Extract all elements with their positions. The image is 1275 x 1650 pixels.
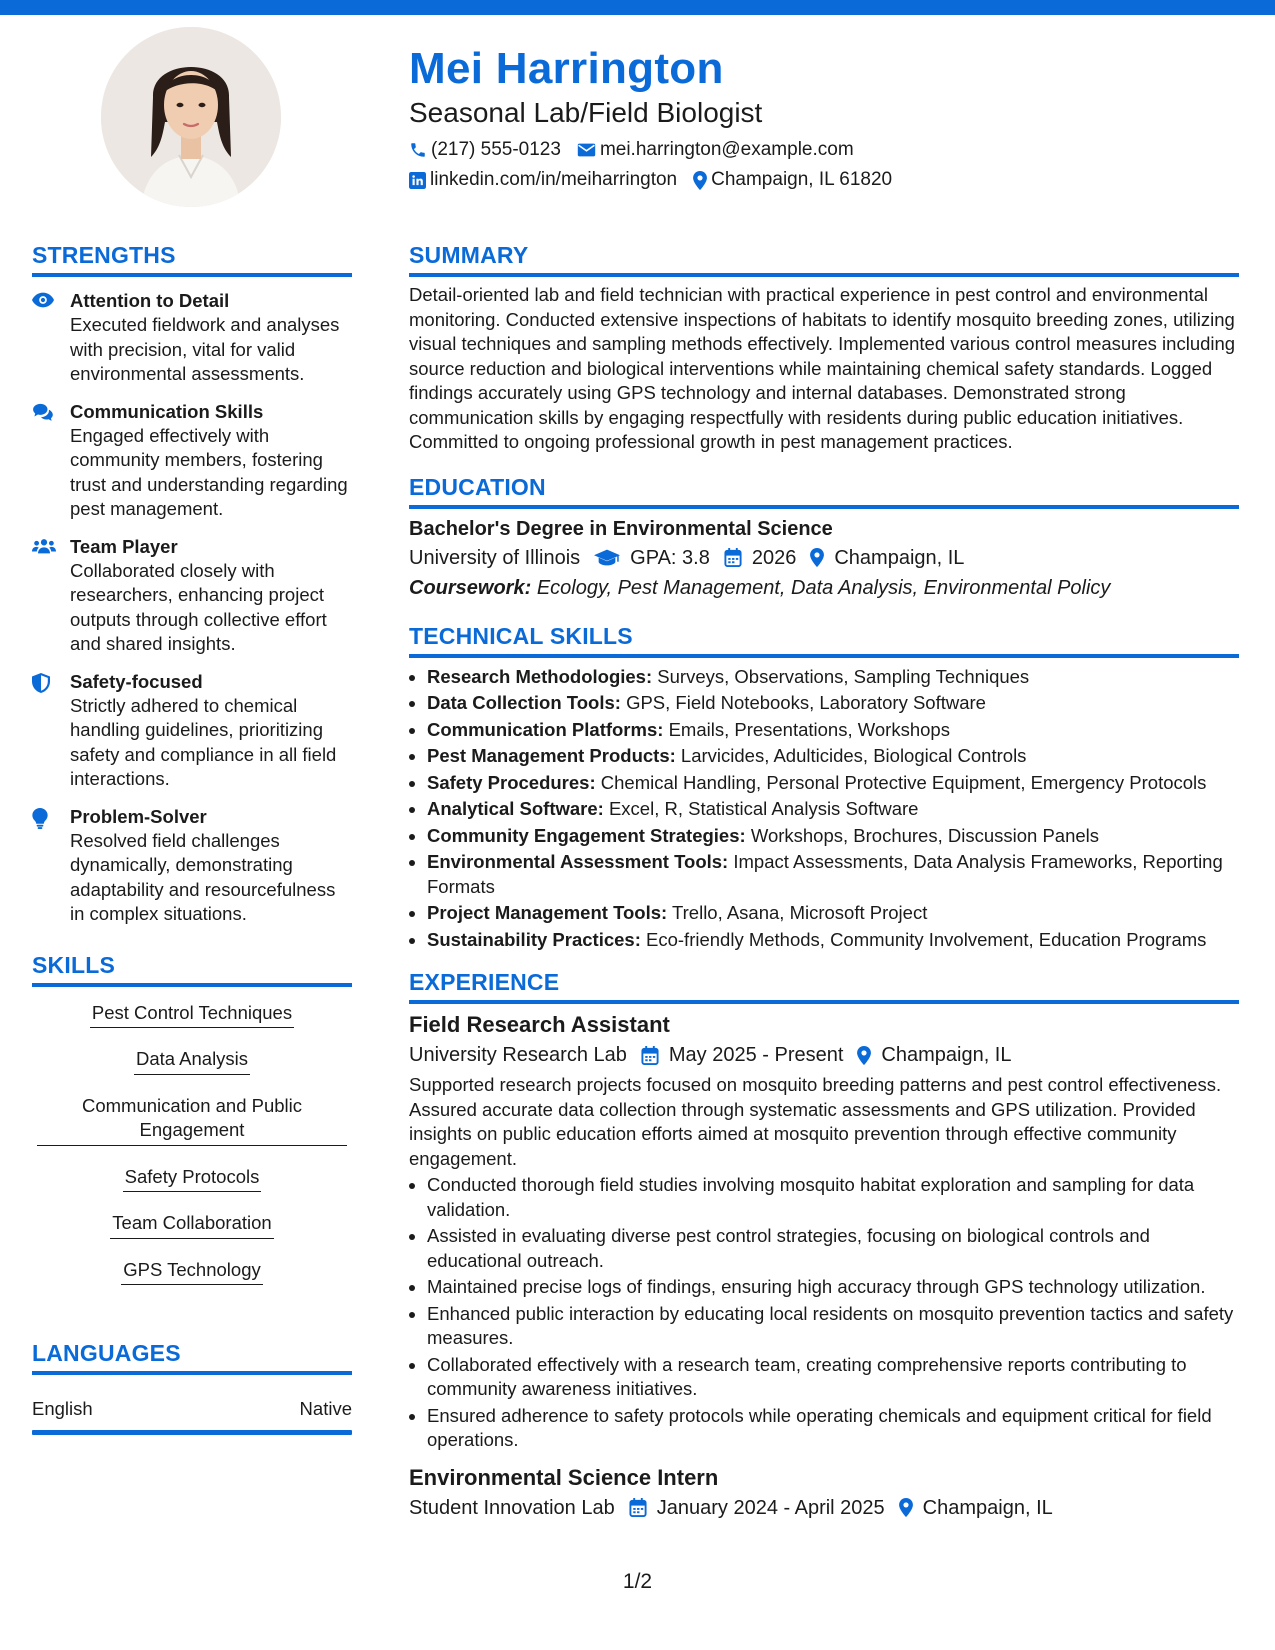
tech-skill-item [427, 718, 1239, 743]
strength-description: Engaged effectively with community members, fostering trust and understanding regarding pest management. [70, 424, 348, 519]
strength-title: Problem-Solver [70, 805, 207, 827]
technical-skills-heading: TECHNICAL SKILLS [409, 622, 633, 649]
coursework-label: Coursework: [409, 576, 532, 599]
year-text: 2026 [751, 546, 797, 569]
strengths-heading: STRENGTHS [32, 242, 176, 268]
strength-title: Safety-focused [70, 670, 203, 692]
job-bullet: • Maintained precise logs of findings, ensuring high accuracy through GPS technology utilization. [427, 1275, 1239, 1300]
tech-skill-label: Environmental Assessment Tools: [427, 851, 729, 872]
skills-list [32, 1001, 352, 1305]
map-pin-icon [899, 1498, 913, 1517]
strength-item [32, 535, 352, 657]
coursework-line [409, 573, 1239, 603]
page-number: 1/2 [622, 1570, 653, 1593]
strength-title: Attention to Detail [70, 290, 230, 311]
tech-skill-value: Eco-friendly Methods, Community Involvement, Education Programs [646, 928, 1207, 950]
language-level-bar [32, 1430, 352, 1435]
tech-skill-label: Community Engagement Strategies: [427, 824, 746, 846]
job-meta [409, 1493, 1239, 1523]
strength-item [32, 670, 352, 792]
job-title: Environmental Science Intern [409, 1464, 719, 1490]
strength-item [32, 289, 352, 387]
school-name: University of Illinois [409, 546, 581, 569]
email-text: mei.harrington@example.com [599, 139, 854, 160]
graduation-cap-icon [594, 549, 620, 567]
map-pin-icon [857, 1046, 871, 1065]
tech-skill-item [427, 901, 1239, 926]
degree-title: Bachelor's Degree in Environmental Science [409, 517, 833, 540]
job-entry [409, 1010, 1239, 1453]
skill-tag: Pest Control Techniques [90, 1001, 294, 1029]
job-title: Field Research Assistant [409, 1012, 670, 1037]
technical-skills-list [409, 665, 1239, 953]
tech-skill-label: Safety Procedures: [427, 771, 596, 793]
section-divider [409, 273, 1239, 277]
languages-heading: LANGUAGES [32, 1340, 181, 1366]
lightbulb-icon [32, 808, 48, 829]
tech-skill-item [427, 691, 1239, 716]
education-location [810, 543, 964, 573]
tech-skill-value: Surveys, Observations, Sampling Techniques [657, 665, 1030, 687]
tech-skill-label: Analytical Software: [427, 798, 604, 819]
linkedin-text: linkedin.com/in/meiharrington [430, 169, 678, 190]
tech-skill-item [427, 744, 1239, 769]
education-gpa [594, 543, 710, 573]
strength-description: Resolved field challenges dynamically, demonstrating adaptability and resourcefulness in complex situations. [70, 829, 336, 924]
left-column [32, 240, 352, 1435]
job-bullet: • Ensured adherence to safety protocols while operating chemicals and equipment critical for field operations. [427, 1404, 1239, 1453]
experience-section [409, 967, 1239, 1523]
profile-photo [101, 27, 281, 207]
job-location-text: Champaign, IL [881, 1044, 1012, 1066]
phone-text: (217) 555-0123 [431, 139, 561, 160]
contact-email[interactable] [577, 137, 854, 163]
tech-skill-label: Sustainability Practices: [427, 928, 641, 950]
technical-skills-section [409, 621, 1239, 953]
languages-section [32, 1338, 352, 1435]
strength-title: Team Player [70, 535, 178, 557]
skill-tag: Safety Protocols [123, 1165, 262, 1193]
tech-skill-item [427, 824, 1239, 849]
tech-skill-item [427, 850, 1239, 899]
job-dates-text: May 2025 - Present [668, 1044, 844, 1066]
job-dates-text: January 2024 - April 2025 [656, 1496, 885, 1519]
tech-skill-value: GPS, Field Notebooks, Laboratory Software [626, 692, 986, 713]
resume-header [409, 40, 1229, 193]
skill-tag: GPS Technology [121, 1258, 262, 1286]
gpa-text: GPA: 3.8 [630, 546, 710, 569]
calendar-icon [724, 548, 742, 567]
tech-skill-label: Pest Management Products: [427, 745, 676, 766]
comments-icon [32, 403, 54, 421]
tech-skill-item [427, 665, 1239, 690]
tech-skill-value: Chemical Handling, Personal Protective Equipment, Emergency Protocols [600, 771, 1207, 793]
tech-skill-label: Research Methodologies: [427, 665, 653, 687]
education-year [724, 543, 797, 573]
tech-skill-value: Workshops, Brochures, Discussion Panels [750, 824, 1100, 846]
section-divider [32, 273, 352, 277]
job-bullet: • Assisted in evaluating diverse pest control strategies, focusing on biological controls and educational outreach. [427, 1224, 1239, 1273]
section-divider [32, 1371, 352, 1375]
summary-heading: SUMMARY [409, 242, 529, 268]
language-name: English [32, 1398, 93, 1419]
map-pin-icon [810, 548, 824, 567]
tech-skill-item [427, 928, 1239, 953]
linkedin-icon [409, 172, 426, 189]
tech-skill-label: Data Collection Tools: [427, 692, 621, 713]
section-divider [409, 1000, 1239, 1004]
top-accent-bar [0, 0, 1275, 15]
candidate-title: Seasonal Lab/Field Biologist [409, 97, 763, 128]
tech-skill-value: Impact Assessments, Data Analysis Frameworks, Reporting Formats [427, 851, 1223, 897]
skills-heading: SKILLS [32, 951, 115, 978]
skill-tag: Data Analysis [134, 1047, 250, 1075]
candidate-name: Mei Harrington [409, 44, 724, 93]
calendar-icon [629, 1498, 647, 1517]
strengths-section [32, 240, 352, 927]
strength-title: Communication Skills [70, 400, 264, 422]
job-location-text: Champaign, IL [922, 1496, 1053, 1519]
edu-location-text: Champaign, IL [834, 546, 965, 569]
job-org: Student Innovation Lab [409, 1496, 615, 1519]
section-divider [409, 505, 1239, 509]
experience-heading: EXPERIENCE [409, 969, 560, 995]
location-text: Champaign, IL 61820 [711, 169, 893, 190]
users-icon [32, 538, 56, 554]
tech-skill-value: Trello, Asana, Microsoft Project [672, 902, 928, 923]
shield-icon [32, 673, 50, 693]
profile-photo-illustration [101, 27, 281, 207]
contact-row-1 [409, 137, 1229, 163]
strength-item [32, 805, 352, 927]
strength-description: Collaborated closely with researchers, enhancing project outputs through collective effort and shared insights. [70, 559, 327, 654]
skill-tag: Communication and Public Engagement [37, 1094, 347, 1146]
job-bullet: • Collaborated effectively with a research team, creating comprehensive reports contributing to community awareness initiatives. [427, 1353, 1239, 1402]
calendar-icon [641, 1046, 659, 1065]
tech-skill-item [427, 797, 1239, 822]
eye-icon [32, 292, 54, 308]
skill-tag: Team Collaboration [110, 1211, 273, 1239]
tech-skill-label: Project Management Tools: [427, 902, 668, 923]
envelope-icon [577, 142, 596, 158]
job-dates [629, 1493, 885, 1523]
summary-section [409, 240, 1239, 455]
job-summary: Supported research projects focused on mosquito breeding patterns and pest control effectiveness. Assured accurate data collection through systematic assessments and GPS utilization. Provided insights on public education efforts aimed at mosquito prevention through effective community engagement. [409, 1074, 1222, 1169]
tech-skill-label: Communication Platforms: [427, 718, 664, 740]
language-level: Native [299, 1398, 352, 1419]
contact-row-2 [409, 167, 1229, 193]
strength-description: Executed fieldwork and analyses with precision, vital for valid environmental assessments. [70, 314, 340, 384]
tech-skill-item [427, 771, 1239, 796]
contact-linkedin[interactable] [409, 167, 677, 193]
job-entry [409, 1463, 1239, 1523]
job-location [857, 1040, 1011, 1070]
map-pin-icon [693, 171, 707, 190]
tech-skill-value: Emails, Presentations, Workshops [668, 718, 950, 740]
job-dates [641, 1040, 844, 1070]
strength-item [32, 400, 352, 522]
job-bullets [409, 1173, 1239, 1453]
education-heading: EDUCATION [409, 473, 546, 500]
contact-phone[interactable] [409, 137, 561, 163]
summary-text: Detail-oriented lab and field technician with practical experience in pest control and environmental monitoring. Conducted extensive inspections of habitats to identify mosquito breeding zones, utilizing visual techniques and sampling methods effectively. Implemented various control measures including source reduction and biological interventions while maintaining chemical safety standards. Logged findings accurately using GPS technology and internal databases. Demonstrated strong communication skills by engaging respectfully with residents during public education initiatives. Committed to ongoing professional growth in pest management practices. [409, 284, 1236, 452]
job-bullet: • Conducted thorough field studies involving mosquito habitat exploration and sampling for data validation. [427, 1173, 1239, 1222]
job-location [899, 1493, 1053, 1523]
tech-skill-value: Excel, R, Statistical Analysis Software [608, 798, 919, 819]
job-org: University Research Lab [409, 1044, 627, 1066]
education-meta [409, 543, 1239, 573]
job-bullet: • Enhanced public interaction by educating local residents on mosquito prevention tactics and safety measures. [427, 1302, 1239, 1351]
tech-skill-value: Larvicides, Adulticides, Biological Controls [680, 745, 1027, 766]
coursework-text: Ecology, Pest Management, Data Analysis, Environmental Policy [536, 576, 1111, 599]
job-meta [409, 1040, 1239, 1070]
strength-description: Strictly adhered to chemical handling guidelines, prioritizing safety and compliance in all field interactions. [70, 694, 337, 789]
education-section [409, 472, 1239, 603]
section-divider [32, 983, 352, 987]
right-column [409, 240, 1239, 1523]
contact-location [693, 167, 892, 193]
phone-icon [409, 141, 427, 159]
skills-section [32, 950, 352, 1305]
language-row [32, 1397, 352, 1421]
section-divider [409, 654, 1239, 658]
